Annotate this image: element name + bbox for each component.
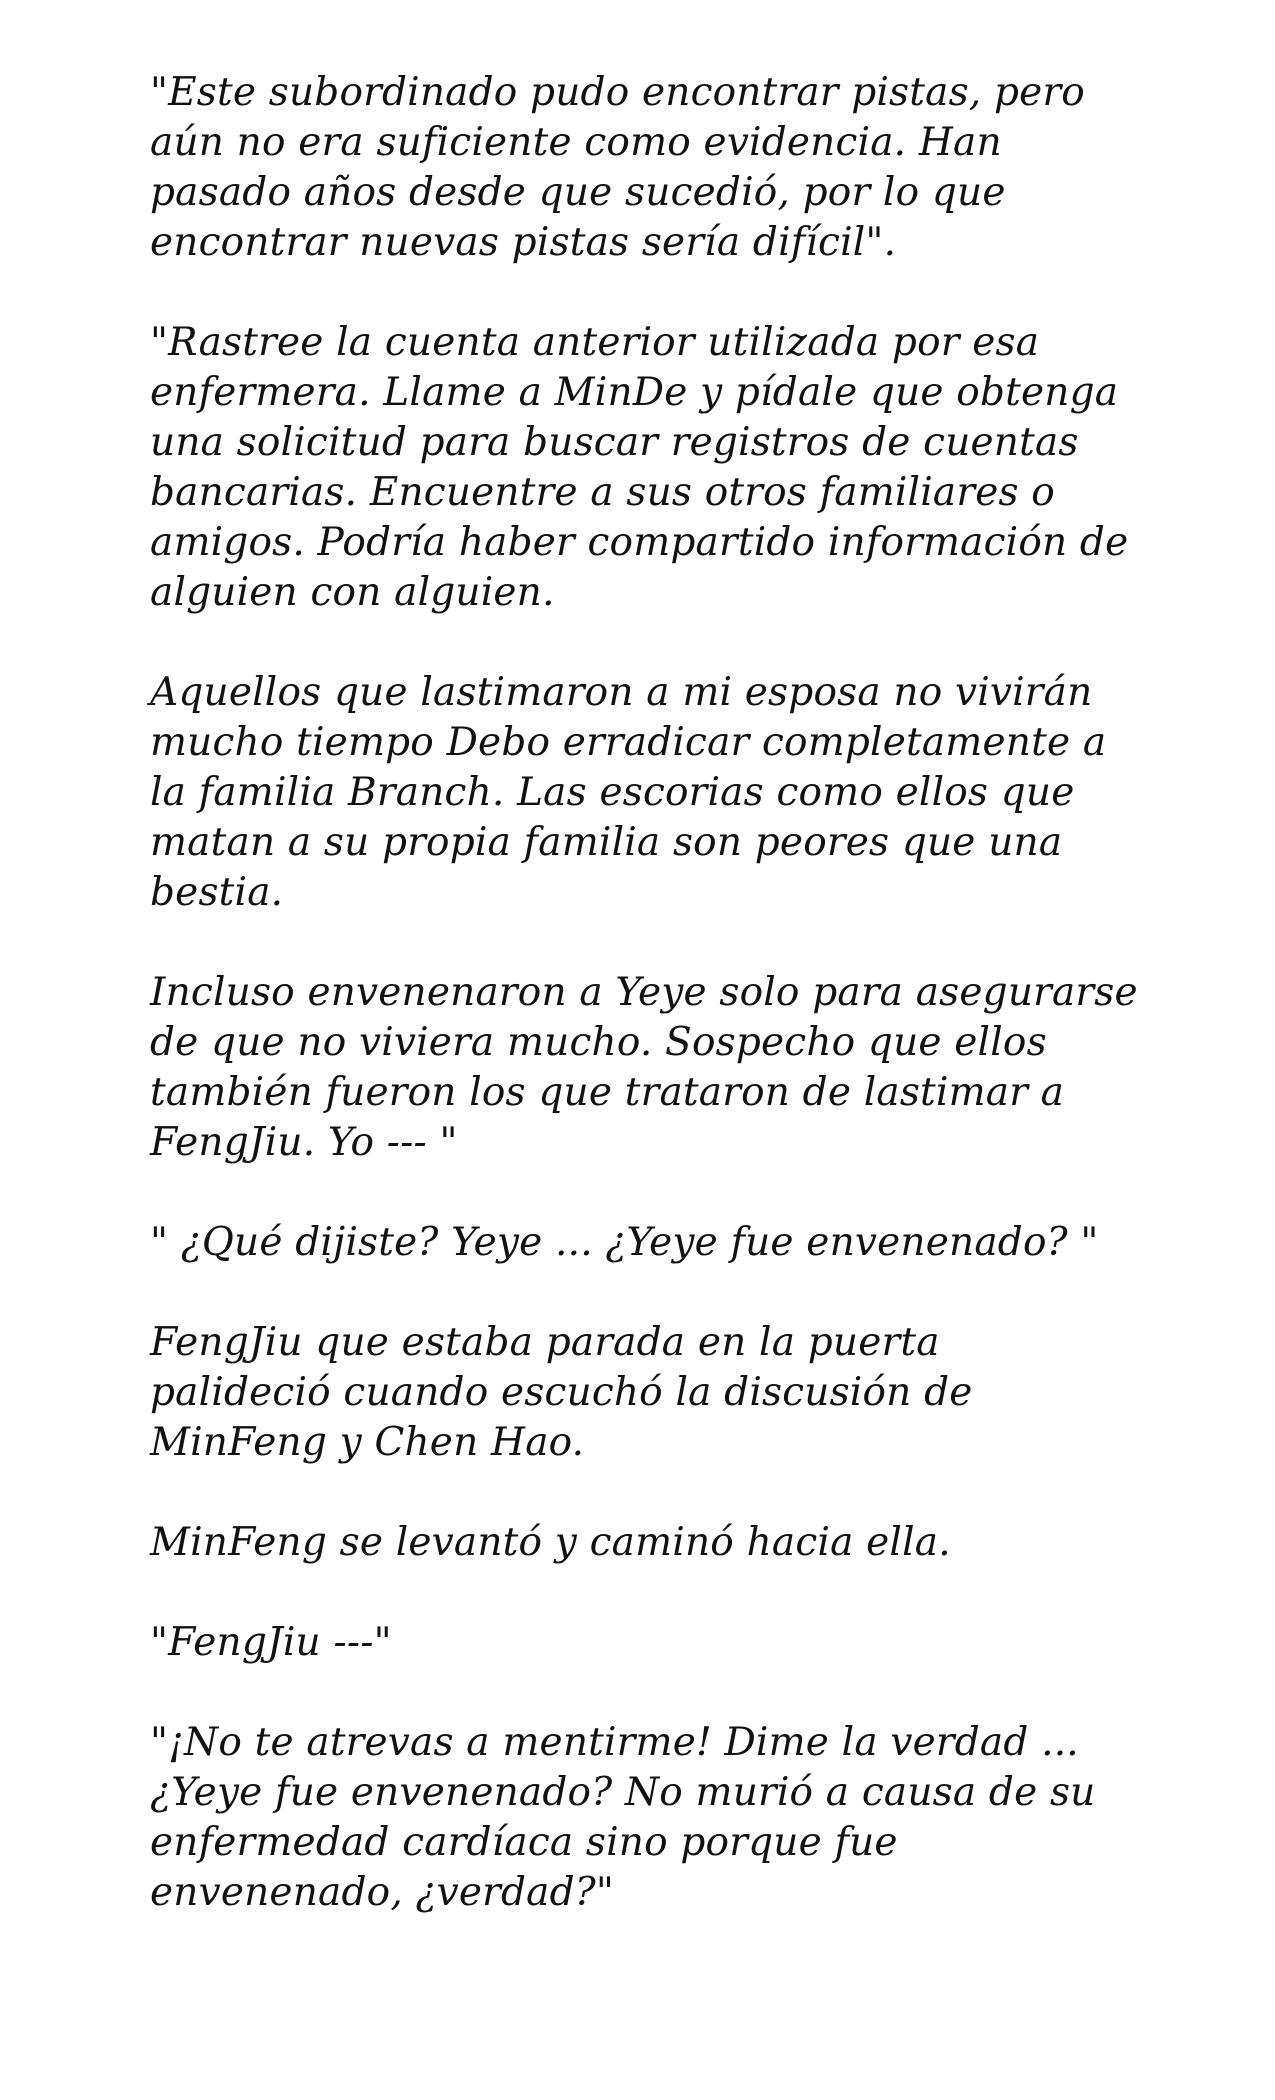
text-line: enfermedad cardíaca sino porque fue — [150, 1820, 898, 1865]
text-line: una solicitud para buscar registros de cuentas — [150, 420, 1079, 465]
text-line: ¿Yeye fue envenenado? No murió a causa de su — [150, 1770, 1096, 1815]
paragraph-4 — [150, 968, 1220, 1168]
text-line: mucho tiempo Debo erradicar completamente a — [150, 720, 1107, 765]
text-line: FengJiu. Yo --- " — [150, 1120, 458, 1165]
document-page — [150, 68, 1220, 1968]
text-line: aún no era suficiente como evidencia. Han — [150, 120, 1002, 165]
paragraph-9 — [150, 1718, 1220, 1918]
paragraph-7 — [150, 1518, 1220, 1568]
text-line: alguien con alguien. — [150, 570, 555, 615]
text-line: FengJiu que estaba parada en la puerta — [150, 1320, 940, 1365]
text-line: MinFeng y Chen Hao. — [150, 1420, 585, 1465]
text-line: " ¿Qué dijiste? Yeye ... ¿Yeye fue envenenado? " — [150, 1220, 1099, 1265]
text-line: encontrar nuevas pistas sería difícil". — [150, 220, 897, 265]
text-line: "¡No te atrevas a mentirme! Dime la verdad ... — [150, 1720, 1079, 1765]
text-line: "Rastree la cuenta anterior utilizada por esa — [150, 320, 1040, 365]
text-line: "FengJiu ---" — [150, 1620, 392, 1665]
text-line: "Este subordinado pudo encontrar pistas, pero — [150, 70, 1085, 115]
paragraph-8 — [150, 1618, 1220, 1668]
text-line: la familia Branch. Las escorias como ellos que — [150, 770, 1075, 815]
text-line: de que no viviera mucho. Sospecho que ellos — [150, 1020, 1047, 1065]
paragraph-5 — [150, 1218, 1220, 1268]
text-line: envenenado, ¿verdad?" — [150, 1870, 615, 1915]
text-line: Aquellos que lastimaron a mi esposa no vivirán — [150, 670, 1093, 715]
text-line: bancarias. Encuentre a sus otros familiares o — [150, 470, 1055, 515]
text-line: matan a su propia familia son peores que una — [150, 820, 1063, 865]
text-line: bestia. — [150, 870, 284, 915]
text-line: también fueron los que trataron de lastimar a — [150, 1070, 1065, 1115]
text-line: palideció cuando escuchó la discusión de — [150, 1370, 973, 1415]
text-line: MinFeng se levantó y caminó hacia ella. — [150, 1520, 951, 1565]
text-line: pasado años desde que sucedió, por lo que — [150, 170, 1006, 215]
paragraph-3 — [150, 668, 1220, 918]
paragraph-6 — [150, 1318, 1220, 1468]
text-line: Incluso envenenaron a Yeye solo para asegurarse — [150, 970, 1138, 1015]
text-line: enfermera. Llame a MinDe y pídale que obtenga — [150, 370, 1119, 415]
paragraph-1 — [150, 68, 1220, 268]
text-line: amigos. Podría haber compartido información de — [150, 520, 1129, 565]
paragraph-2 — [150, 318, 1220, 618]
